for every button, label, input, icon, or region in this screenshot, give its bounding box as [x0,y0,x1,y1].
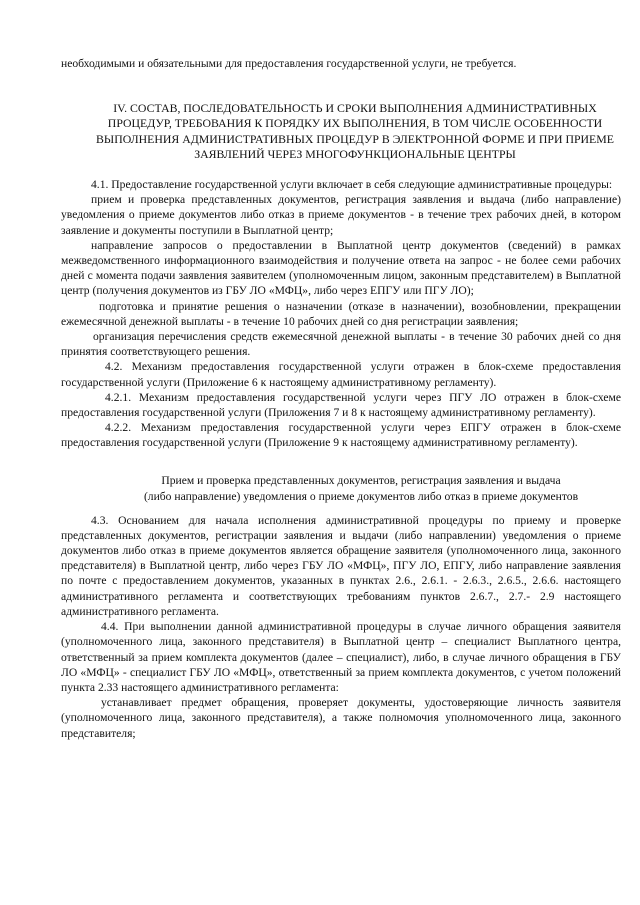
document-page [61,56,621,741]
text-line-first: необходимыми и обязательными для предоставления государственной услуги, не требуется. [61,57,517,70]
paragraph-4-1-d: организация перечисления средств ежемесячной денежной выплаты - в течение 30 рабочих дней со дня принятия соответствующего решения. [61,330,621,359]
subsection-heading-line-2: (либо направление) уведомления о приеме документов либо отказ в приеме документов [143,489,579,503]
paragraph-4-4-a: устанавливает предмет обращения, проверяет документы, удостоверяющие личность заявителя (уполномоченного лица, законного представителя), а также полномочия уполномоченного лица, законного представителя; [61,696,621,740]
paragraph-4-2: 4.2. Механизм предоставления государственной услуги отражен в блок-схеме предоставления государственной услуги (Приложение 6 к настоящему административному регламенту). [61,360,621,389]
paragraph-4-1-c: подготовка и принятие решения о назначении (отказе в назначении), возобновлении, прекращении ежемесячной денежной выплаты - в течение 10 рабочих дней со дня регистрации заявления; [61,299,621,328]
paragraph-4-3: 4.3. Основанием для начала исполнения административной процедуры по приему и проверке представленных документов, регистрации заявления и выдачи (либо направлении) уведомления о приеме документов либо отказ в приеме документов является обращение заявителя (уполномоченного лица, законного представителя) в Выплатной центр, либо через ГБУ ЛО «МФЦ», ПГУ ЛО, ЕПГУ, либо направление заявления по почте с предоставлением документов, указанных в пунктах 2.6., 2.6.1. - 2.6.3., 2.6.5., 2.6.6. настоящего административного регламента и соответствующих требованиям пунктов 2.6.7., 2.7.- 2.9 настоящего административного регламента. [61,513,621,618]
section-heading: IV. СОСТАВ, ПОСЛЕДОВАТЕЛЬНОСТЬ И СРОКИ ВЫПОЛНЕНИЯ АДМИНИСТРАТИВНЫХ ПРОЦЕДУР, ТРЕБОВАНИЯ К ПОРЯДКУ ИХ ВЫПОЛНЕНИЯ, В ТОМ ЧИСЛЕ ОСОБЕННОСТИ ВЫПОЛНЕНИЯ АДМИНИСТРАТИВНЫХ ПРОЦЕДУР В ЭЛЕКТРОННОЙ ФОРМЕ И ПРИ ПРИЕМЕ ЗАЯВЛЕНИЙ ЧЕРЕЗ МНОГОФУНКЦИОНАЛЬНЫЕ ЦЕНТРЫ [96,101,614,161]
paragraph-4-4: 4.4. При выполнении данной административной процедуры в случае личного обращения заявителя (уполномоченного лица, законного представителя) в Выплатной центр – специалист Выплатного центра, ответственный за прием комплекта документов (далее – специалист), либо, в случае личного обращения в ГБУ ЛО «МФЦ» - специалист ГБУ ЛО «МФЦ», ответственный за прием комплекта документов, с учетом положений пункта 2.33 настоящего административного регламента: [61,620,621,694]
paragraph-4-2-2: 4.2.2. Механизм предоставления государственной услуги через ЕПГУ отражен в блок-схеме предоставления государственной услуги (Приложение 9 к настоящему административному регламенту). [61,421,621,450]
paragraph-4-1: 4.1. Предоставление государственной услуги включает в себя следующие административные процедуры: [91,178,613,192]
subsection-heading [61,473,621,505]
paragraph-4-1-a: прием и проверка представленных документов, регистрация заявления и выдача (либо направление) уведомления о приеме документов либо отказ в приеме документов - в течение трех рабочих дней, в котором заявление и документы поступили в Выплатной центр; [61,193,621,237]
subsection-heading-line-1: Прием и проверка представленных документов, регистрация заявления и выдача [161,473,561,487]
paragraph-4-2-1: 4.2.1. Механизм предоставления государственной услуги через ПГУ ЛО отражен в блок-схеме предоставления государственной услуги (Приложения 7 и 8 к настоящему административному регламенту). [61,390,621,420]
paragraph-4-1-b: направление запросов о предоставлении в Выплатной центр документов (сведений) в рамках межведомственного информационного взаимодействия и получение ответа на запрос - не более семи рабочих дней с момента подачи заявления заявителем (уполномоченным лицом, законным представителем) в Выплатной центр (получения документов из ГБУ ЛО «МФЦ», либо через ЕПГУ или ПГУ ЛО); [61,238,621,298]
